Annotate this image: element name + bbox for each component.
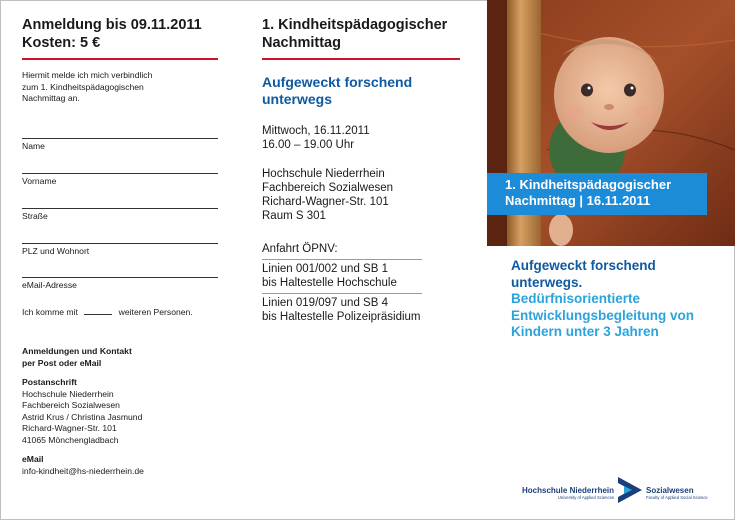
email-link[interactable]: info-kindheit@hs-niederrhein.de	[22, 465, 144, 476]
email-field[interactable]: eMail-Adresse	[22, 277, 218, 290]
registration-deadline: Anmeldung bis 09.11.2011	[22, 17, 202, 33]
plz-wohnort-field[interactable]: PLZ und Wohnort	[22, 243, 218, 256]
cover-title: Aufgeweckt forschend unterwegs. Bedürfnisorientierte Entwicklungsbegleitung von Kindern unter 3 Jahren	[511, 258, 695, 339]
event-subtitle: Aufgeweckt forschend unterwegs	[262, 74, 413, 107]
divider	[262, 259, 422, 260]
event-datetime: Mittwoch, 16.11.2011 16.00 – 19.00 Uhr	[262, 125, 370, 151]
persons-count-blank[interactable]	[84, 314, 112, 315]
hs-niederrhein-logo-icon	[618, 477, 642, 503]
event-venue: Hochschule Niederrhein Fachbereich Sozialwesen Richard-Wagner-Str. 101 Raum S 301	[262, 168, 394, 222]
name-field[interactable]: Name	[22, 138, 218, 151]
attendance-line: Ich komme mit weiteren Personen.	[22, 307, 193, 317]
email-contact: eMail info-kindheit@hs-niederrhein.de	[22, 454, 144, 476]
vorname-field[interactable]: Vorname	[22, 173, 218, 186]
postal-address: Postanschrift Hochschule Niederrhein Fachbereich Sozialwesen Astrid Krus / Christina Jasmund Richard-Wagner-Str. 101 41065 Mönchengladbach	[22, 377, 143, 445]
transit-info: Anfahrt ÖPNV: Linien 001/002 und SB 1 bis Haltestelle Hochschule Linien 019/097 und SB 4 bis Haltestelle Polizeipräsidium	[262, 243, 421, 323]
red-divider	[262, 58, 460, 60]
event-title-line2: Nachmittag	[262, 35, 341, 51]
registration-cost: Kosten: 5 €	[22, 35, 101, 51]
divider	[262, 293, 422, 294]
red-divider	[22, 58, 218, 60]
contact-heading: Anmeldungen und Kontakt per Post oder eMail	[22, 346, 132, 368]
strasse-field[interactable]: Straße	[22, 208, 218, 221]
event-banner: 1. Kindheitspädagogischer Nachmittag | 16.11.2011	[487, 173, 707, 215]
registration-intro: Hiermit melde ich mich verbindlich zum 1. Kindheitspädagogischen Nachmittag an.	[22, 70, 153, 103]
event-title-line1: 1. Kindheitspädagogischer	[262, 17, 448, 33]
university-logo: Hochschule Niederrhein University of Applied Sciences Sozialwesen Faculty of Applied Social Science	[522, 477, 722, 507]
